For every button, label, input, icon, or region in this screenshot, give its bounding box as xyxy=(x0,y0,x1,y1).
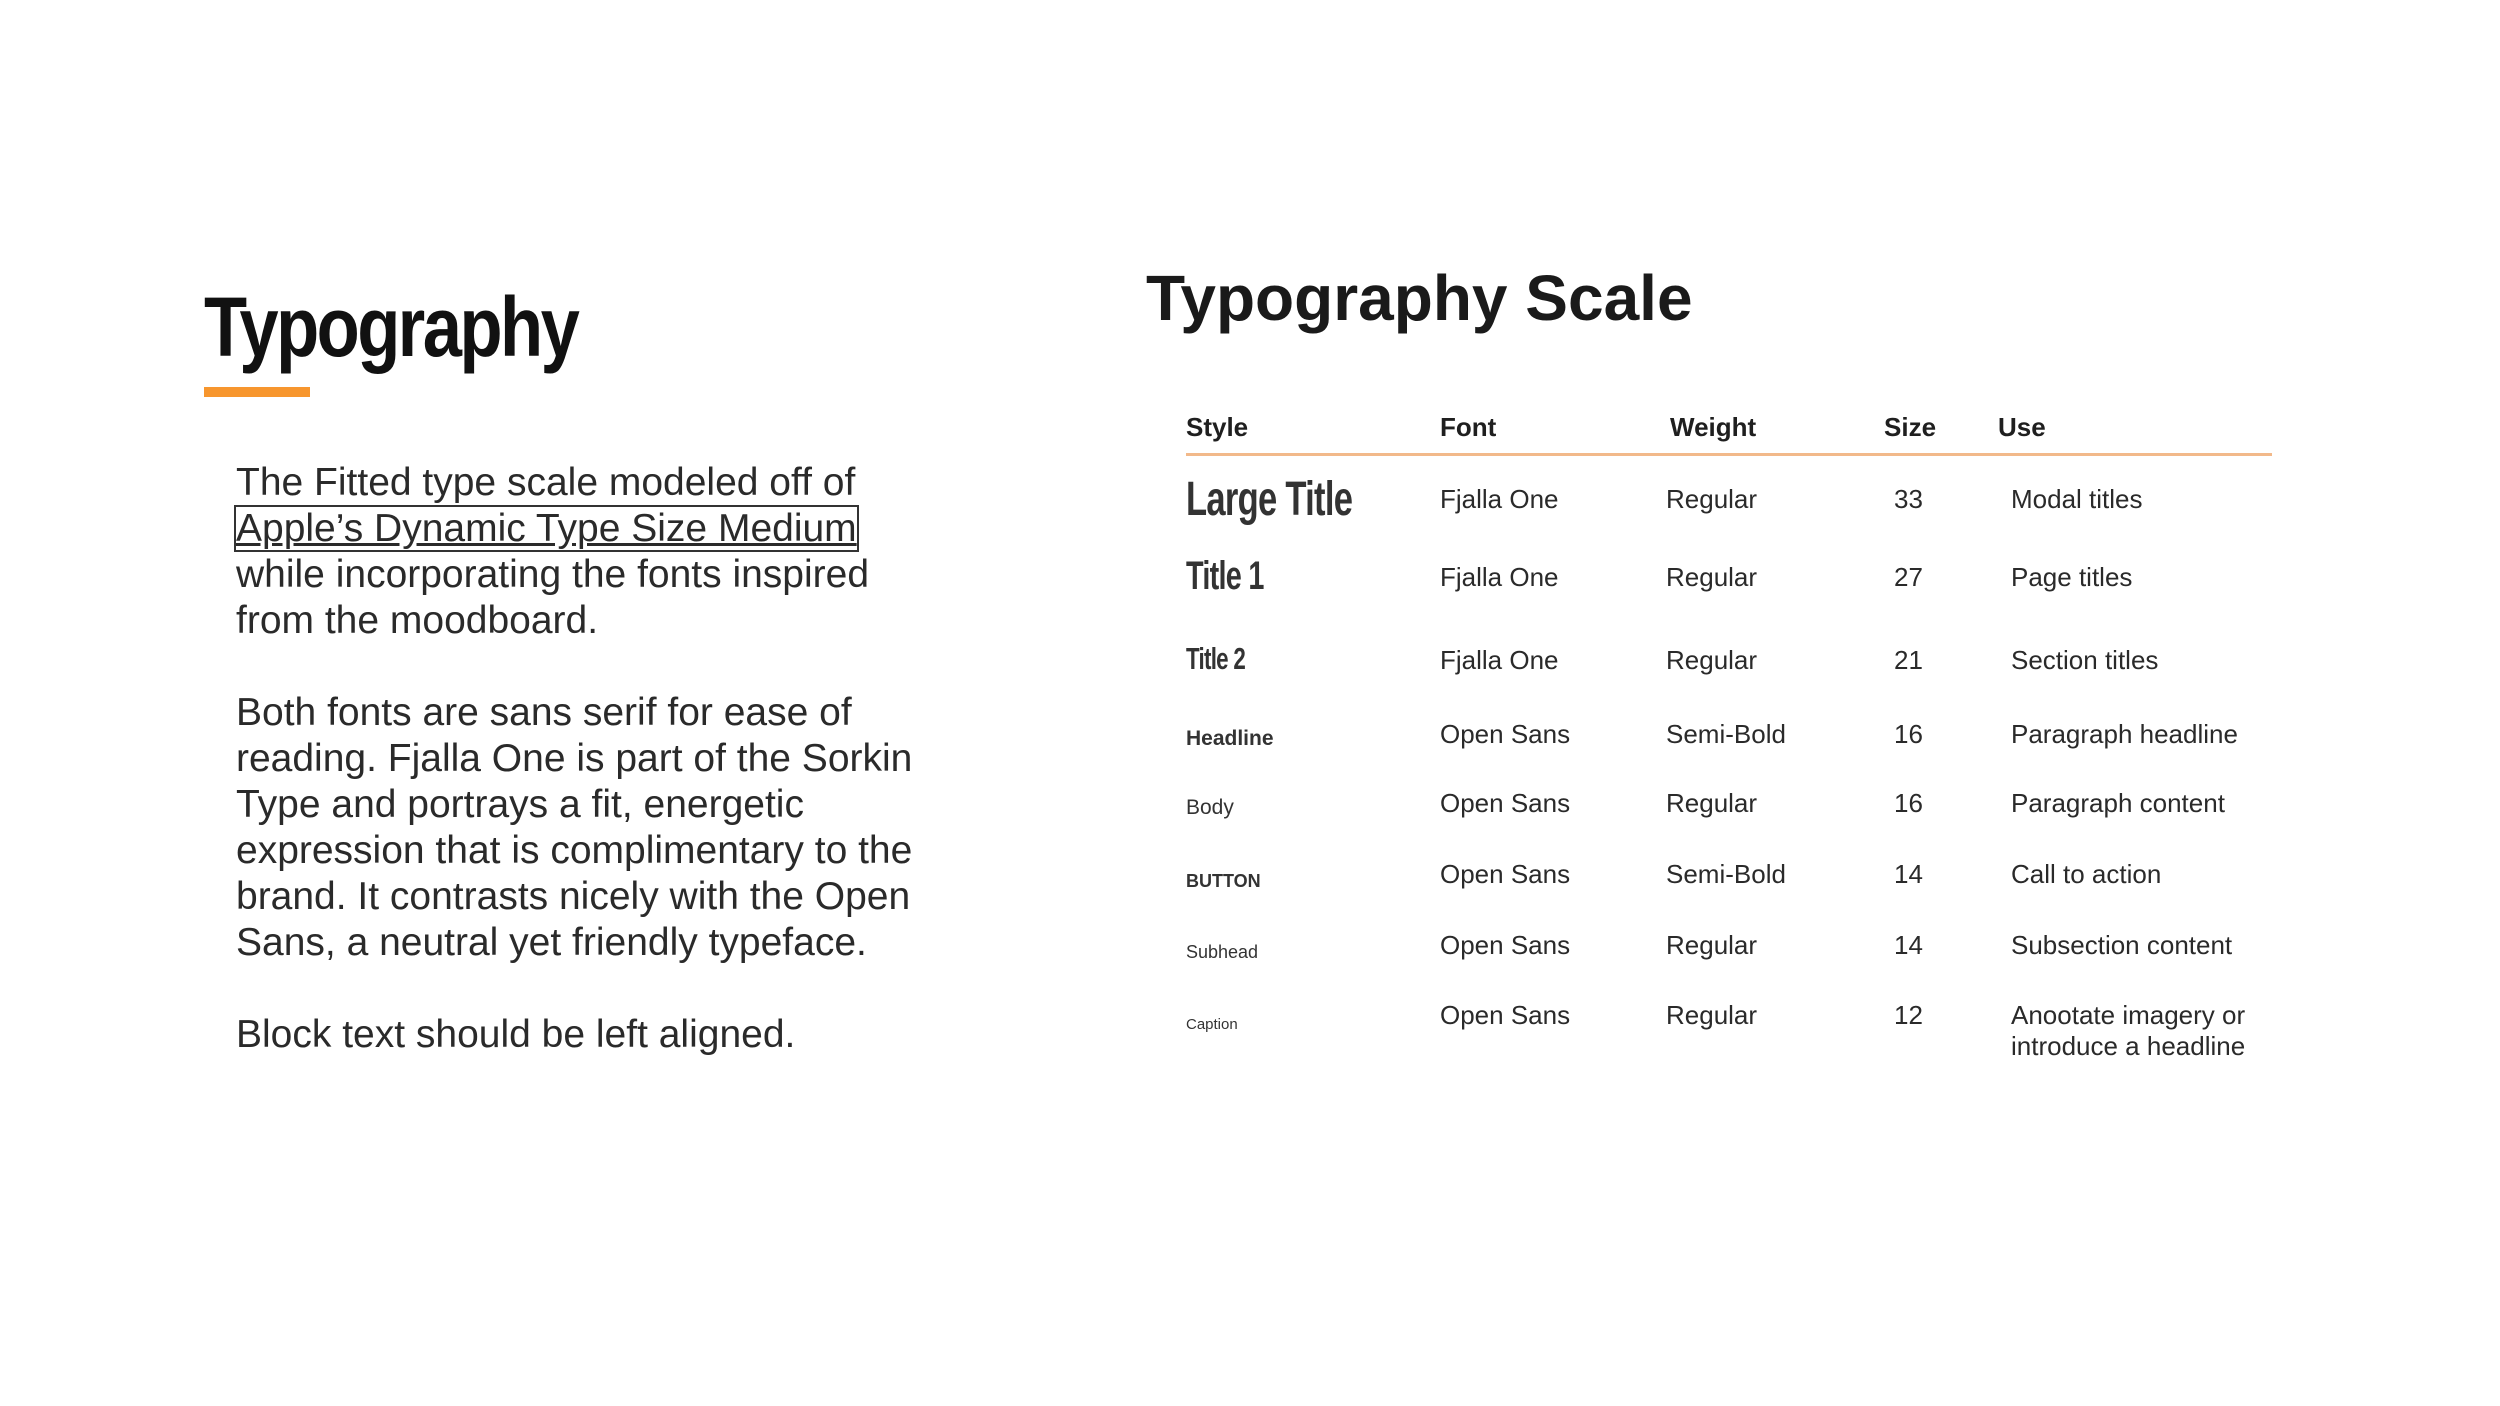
size-cell: 27 xyxy=(1894,561,1923,592)
header-size: Size xyxy=(1874,404,1998,455)
size-cell: 33 xyxy=(1894,484,1923,514)
use-cell: Modal titles xyxy=(2011,484,2143,514)
style-sample-body: Body xyxy=(1186,795,1234,819)
use-cell: Call to action xyxy=(2011,858,2162,889)
size-cell: 14 xyxy=(1894,858,1923,889)
size-cell: 21 xyxy=(1894,644,1923,675)
header-font: Font xyxy=(1440,404,1666,455)
intro-paragraph xyxy=(236,460,956,644)
intro-text-start: The Fitted type scale modeled off of xyxy=(236,461,856,504)
table-row xyxy=(1186,710,2272,781)
use-cell: Page titles xyxy=(2011,561,2133,592)
use-cell: Anootate imagery or introduce a headline xyxy=(2011,999,2246,1061)
scale-title: Typography Scale xyxy=(1146,262,1693,334)
table-row xyxy=(1186,781,2272,852)
style-sample-subhead: Subhead xyxy=(1186,941,1259,962)
header-use: Use xyxy=(1998,404,2272,455)
alignment-paragraph: Block text should be left aligned. xyxy=(236,1013,796,1056)
font-cell: Fjalla One xyxy=(1440,484,1559,514)
weight-cell: Regular xyxy=(1666,644,1758,675)
table-row xyxy=(1186,635,2272,710)
weight-cell: Regular xyxy=(1666,561,1758,592)
table-row xyxy=(1186,550,2272,635)
style-sample-headline: Headline xyxy=(1186,726,1274,750)
use-cell: Section titles xyxy=(2011,644,2159,675)
font-cell: Open Sans xyxy=(1440,929,1571,960)
use-cell: Paragraph headline xyxy=(2011,718,2238,749)
fonts-paragraph: Both fonts are sans serif for ease of reading. Fjalla One is part of the Sorkin Type and portrays a fit, energetic expression that is complimentary to the brand. It contrasts nicely with the Open Sans, a neutral yet friendly typeface. xyxy=(236,691,913,964)
size-cell: 12 xyxy=(1894,999,1923,1030)
intro-text-end: while incorporating the fonts inspired from the moodboard. xyxy=(236,553,870,642)
weight-cell: Semi-Bold xyxy=(1666,858,1786,889)
font-cell: Open Sans xyxy=(1440,787,1571,818)
style-sample-title-1: Title 1 xyxy=(1186,553,1264,598)
table-row xyxy=(1186,455,2272,550)
weight-cell: Regular xyxy=(1666,999,1758,1030)
weight-cell: Semi-Bold xyxy=(1666,718,1786,749)
style-sample-large-title: Large Title xyxy=(1186,473,1353,526)
dynamic-type-link[interactable]: Apple’s Dynamic Type Size Medium xyxy=(236,507,857,550)
table-row xyxy=(1186,923,2272,993)
weight-cell: Regular xyxy=(1666,484,1758,514)
font-cell: Fjalla One xyxy=(1440,644,1559,675)
font-cell: Open Sans xyxy=(1440,999,1571,1030)
font-cell: Fjalla One xyxy=(1440,561,1559,592)
use-cell: Subsection content xyxy=(2011,929,2233,960)
typography-scale-table xyxy=(1186,404,2272,1073)
size-cell: 16 xyxy=(1894,787,1923,818)
font-cell: Open Sans xyxy=(1440,858,1571,889)
style-sample-caption: Caption xyxy=(1186,1015,1238,1033)
table-header-row xyxy=(1186,404,2272,455)
header-style: Style xyxy=(1186,404,1440,455)
size-cell: 14 xyxy=(1894,929,1923,960)
table-row xyxy=(1186,852,2272,923)
style-sample-title-2: Title 2 xyxy=(1186,640,1246,676)
header-weight: Weight xyxy=(1666,404,1874,455)
page-title: Typography xyxy=(204,280,578,374)
weight-cell: Regular xyxy=(1666,787,1758,818)
intro-text xyxy=(236,460,956,1104)
weight-cell: Regular xyxy=(1666,929,1758,960)
font-cell: Open Sans xyxy=(1440,718,1571,749)
title-accent-bar xyxy=(204,387,310,397)
use-cell: Paragraph content xyxy=(2011,787,2225,818)
style-sample-button: BUTTON xyxy=(1186,870,1261,891)
size-cell: 16 xyxy=(1894,718,1923,749)
table-row xyxy=(1186,993,2272,1073)
